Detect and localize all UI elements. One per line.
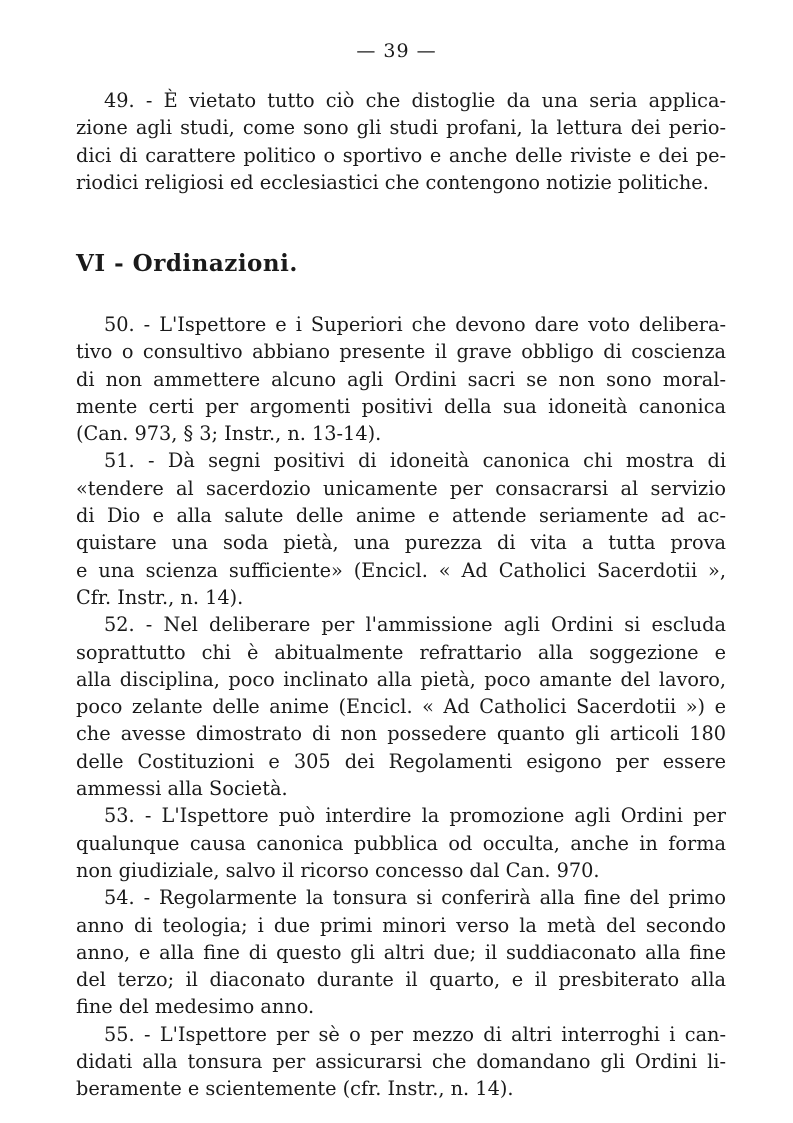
text-line: che avesse dimostrato di non possedere quanto gli articoli 180 — [76, 722, 726, 746]
text-line: didati alla tonsura per assicurarsi che domandano gli Ordini li- — [76, 1050, 726, 1074]
paragraph-49 — [76, 87, 726, 196]
section-heading: VI - Ordinazioni. — [76, 250, 298, 277]
text-line: 50. - L'Ispettore e i Superiori che devono dare voto delibera- — [104, 313, 726, 336]
text-line: anno di teologia; i due primi minori verso la metà del secondo — [76, 913, 726, 937]
text-line: e una scienza sufficiente» (Encicl. « Ad Catholici Sacerdotii », — [76, 558, 726, 582]
text-line: di Dio e alla salute delle anime e attende seriamente ad ac- — [76, 504, 726, 528]
text-line: mente certi per argomenti positivi della sua idoneità canonica — [76, 394, 726, 418]
text-line: Cfr. Instr., n. 14). — [76, 585, 244, 609]
text-line: quistare una soda pietà, una purezza di vita a tutta prova — [76, 531, 726, 555]
text-line: zione agli studi, come sono gli studi profani, la lettura dei perio- — [76, 116, 726, 140]
text-line: fine del medesimo anno. — [76, 995, 315, 1019]
text-line: riodici religiosi ed ecclesiastici che contengono notizie politiche. — [76, 170, 709, 194]
text-line: 52. - Nel deliberare per l'ammissione agli Ordini si escluda — [104, 613, 726, 637]
text-line: anno, e alla fine di questo gli altri due; il suddiaconato alla fine — [76, 940, 726, 964]
text-line: 49. - È vietato tutto ciò che distoglie da una seria applica- — [104, 89, 726, 112]
text-line: beramente e scientemente (cfr. Instr., n. 14). — [76, 1077, 514, 1101]
text-line: 54. - Regolarmente la tonsura si conferirà alla fine del primo — [104, 886, 726, 910]
text-line: soprattutto chi è abitualmente refrattario alla soggezione e — [76, 640, 726, 664]
text-line: 55. - L'Ispettore per sè o per mezzo di altri interroghi i can- — [104, 1022, 726, 1046]
ordinazioni-paragraphs — [76, 311, 726, 1103]
text-line: (Can. 973, § 3; Instr., n. 13-14). — [76, 422, 382, 446]
text-line: dici di carattere politico o sportivo e anche delle riviste e dei pe- — [76, 143, 726, 167]
text-line: 51. - Dà segni positivi di idoneità canonica chi mostra di — [104, 449, 726, 473]
text-line: poco zelante delle anime (Encicl. « Ad Catholici Sacerdotii ») e — [76, 695, 726, 719]
text-line: non giudiziale, salvo il ricorso concesso dal Can. 970. — [76, 858, 600, 882]
text-line: di non ammettere alcuno agli Ordini sacri se non sono moral- — [76, 367, 726, 391]
text-line: delle Costituzioni e 305 dei Regolamenti esigono per essere — [76, 749, 726, 773]
text-line: «tendere al sacerdozio unicamente per consacrarsi al servizio — [76, 476, 726, 500]
text-line: alla disciplina, poco inclinato alla pietà, poco amante del lavoro, — [76, 667, 726, 691]
text-line: del terzo; il diaconato durante il quarto, e il presbiterato alla — [76, 968, 726, 992]
page-number: — 39 — — [356, 40, 437, 62]
text-line: 53. - L'Ispettore può interdire la promozione agli Ordini per — [104, 804, 726, 828]
text-line: ammessi alla Società. — [76, 777, 288, 801]
text-line: qualunque causa canonica pubblica od occulta, anche in forma — [76, 831, 726, 855]
text-line: tivo o consultivo abbiano presente il grave obbligo di coscienza — [76, 340, 726, 364]
